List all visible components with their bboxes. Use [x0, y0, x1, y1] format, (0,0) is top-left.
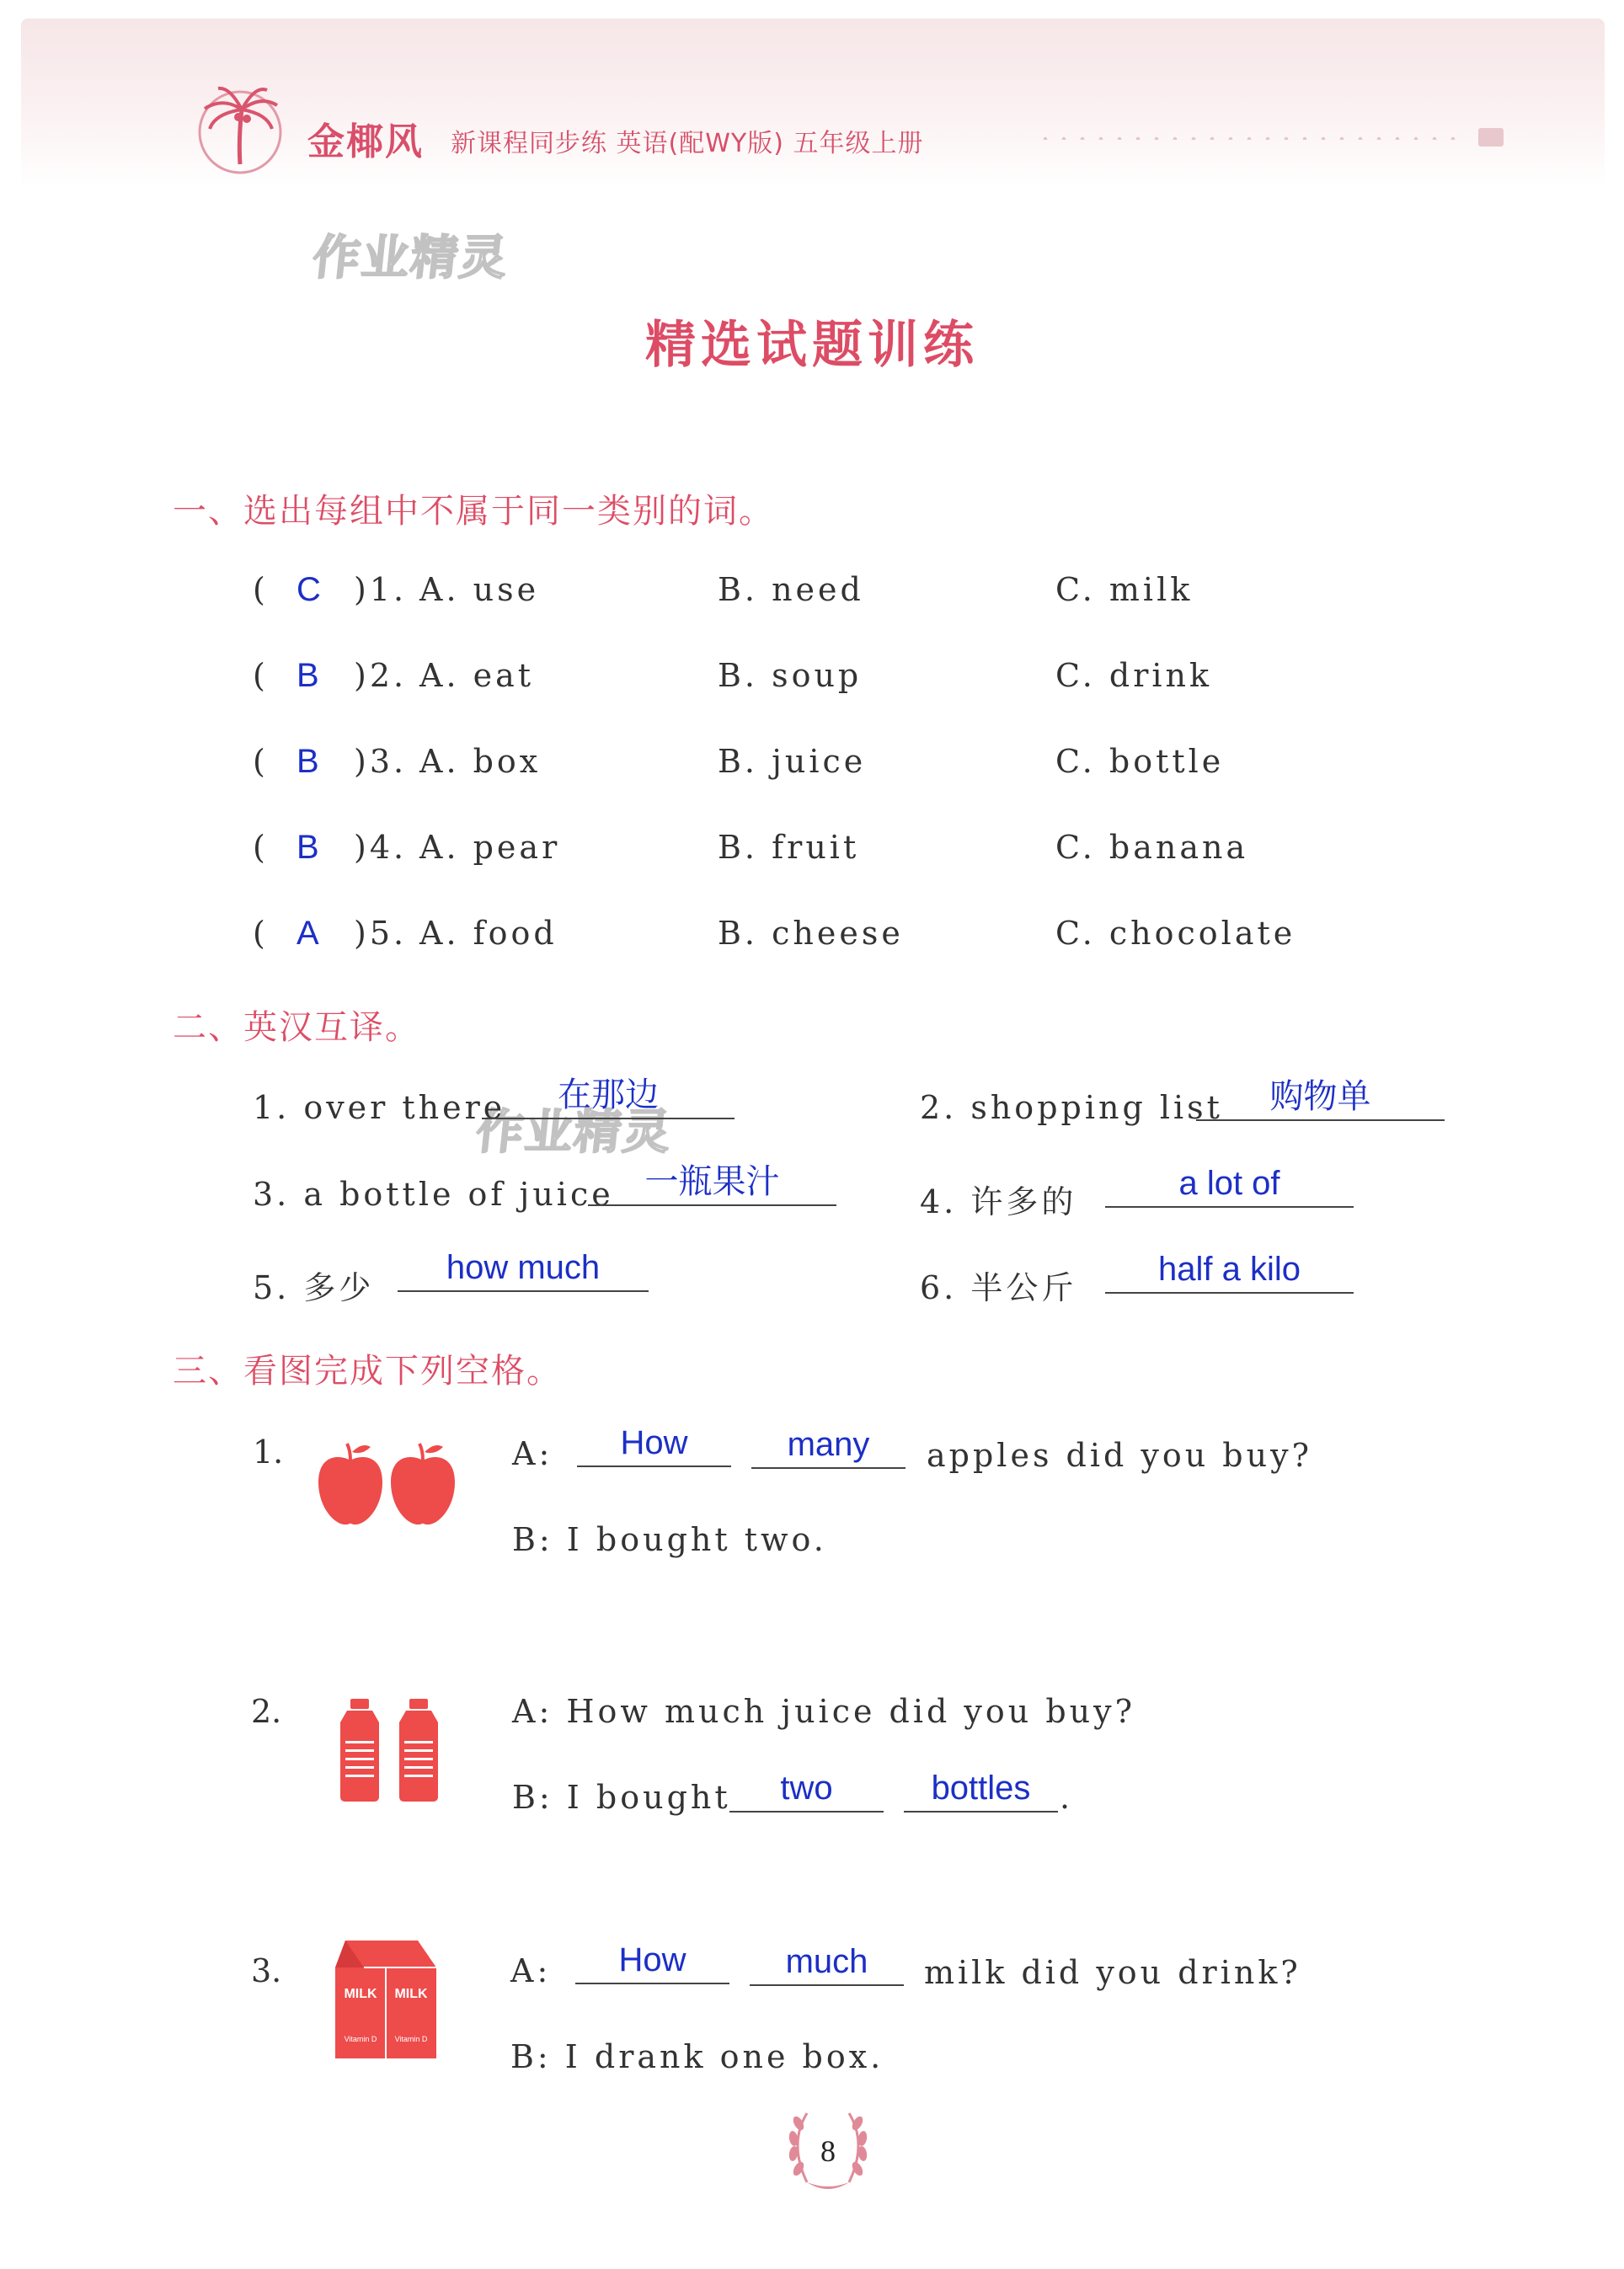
option-a: A. pear — [419, 829, 561, 866]
series-title: 新课程同步练 英语(配WY版) 五年级上册 — [451, 129, 924, 158]
question-number: 2. — [251, 1693, 282, 1730]
fill-blank: many — [751, 1423, 905, 1469]
option-b: B. need — [718, 571, 864, 608]
answer-letter: B — [296, 829, 319, 866]
sentence-end: . — [1060, 1779, 1074, 1816]
item-number: )4. — [354, 829, 408, 866]
answer-letter: B — [296, 657, 319, 694]
dialogue-line: B: I bought two. — [512, 1521, 827, 1558]
milk-carton-icon — [330, 1937, 441, 2062]
carton-sublabel: Vitamin D — [344, 2035, 377, 2043]
option-a: A. eat — [419, 657, 535, 694]
option-b: B. soup — [718, 657, 863, 694]
watermark: 作业精灵 — [310, 231, 511, 286]
option-a: A. food — [419, 915, 558, 952]
palm-tree-logo-icon — [190, 80, 291, 181]
open-paren: ( — [253, 829, 265, 866]
item-number: )5. — [354, 915, 408, 952]
translation-prompt: 2. shopping list — [920, 1089, 1223, 1126]
option-b: B. fruit — [718, 829, 860, 866]
choice-item — [0, 829, 1624, 888]
choice-item — [0, 915, 1624, 974]
watermark: 作业精灵 — [473, 1105, 675, 1160]
dialogue-line: B: I drank one box. — [510, 2038, 884, 2075]
translation-answer: 一瓶果汁 — [588, 1161, 836, 1206]
choice-item — [0, 571, 1624, 630]
item-number: )1. — [354, 571, 408, 608]
open-paren: ( — [253, 657, 265, 694]
option-c: C. drink — [1055, 657, 1213, 694]
translation-prompt: 6. 半公斤 — [920, 1269, 1077, 1306]
translation-prompt: 3. a bottle of juice — [253, 1176, 614, 1213]
two-juice-bottles-icon — [335, 1697, 449, 1802]
open-paren: ( — [253, 571, 265, 608]
dialogue-label-b: B: I bought — [512, 1779, 731, 1816]
fill-blank: bottles — [904, 1767, 1058, 1813]
header-block — [1478, 128, 1504, 147]
question-number: 1. — [253, 1433, 284, 1471]
page-number-badge — [773, 2101, 883, 2202]
section-heading-3: 三、看图完成下列空格。 — [173, 1352, 562, 1391]
translation-answer: 在那边 — [482, 1074, 735, 1119]
open-paren: ( — [253, 915, 265, 952]
translation-answer: how much — [398, 1247, 649, 1292]
fill-blank: How — [577, 1422, 731, 1467]
fill-blank: two — [729, 1767, 884, 1813]
option-c: C. bottle — [1055, 743, 1225, 780]
option-a: A. box — [419, 743, 542, 780]
option-c: C. banana — [1055, 829, 1249, 866]
dialogue-label-a: A: — [512, 1435, 553, 1472]
section-heading-1: 一、选出每组中不属于同一类别的词。 — [173, 492, 774, 531]
brand-name: 金椰风 — [307, 120, 424, 163]
dialogue-line: A: How much juice did you buy? — [512, 1693, 1135, 1730]
dialogue-line: apples did you buy? — [927, 1437, 1312, 1474]
carton-sublabel: Vitamin D — [394, 2035, 428, 2043]
carton-label: MILK — [394, 1987, 428, 2001]
header-dots — [1036, 136, 1466, 140]
translation-answer: half a kilo — [1105, 1248, 1354, 1294]
option-c: C. milk — [1055, 571, 1194, 608]
answer-letter: A — [296, 915, 319, 952]
page-title: 精选试题训练 — [645, 316, 979, 375]
translation-prompt: 5. 多少 — [253, 1269, 375, 1306]
translation-answer: a lot of — [1105, 1162, 1354, 1208]
answer-letter: C — [296, 571, 321, 608]
translation-answer: 购物单 — [1196, 1076, 1445, 1121]
translation-prompt: 4. 许多的 — [920, 1183, 1077, 1220]
fill-blank: How — [575, 1939, 729, 1984]
page-number: 8 — [820, 2134, 836, 2168]
option-c: C. chocolate — [1055, 915, 1296, 952]
choice-item — [0, 657, 1624, 716]
fill-blank: much — [750, 1941, 904, 1986]
dialogue-label-a: A: — [510, 1952, 552, 1989]
answer-letter: B — [296, 743, 319, 780]
option-b: B. cheese — [718, 915, 904, 952]
choice-item — [0, 743, 1624, 802]
question-number: 3. — [251, 1952, 282, 1989]
translation-prompt: 1. over there — [253, 1089, 506, 1126]
section-heading-2: 二、英汉互译。 — [173, 1008, 420, 1047]
carton-label: MILK — [344, 1987, 377, 2001]
item-number: )2. — [354, 657, 408, 694]
option-a: A. use — [419, 571, 540, 608]
item-number: )3. — [354, 743, 408, 780]
open-paren: ( — [253, 743, 265, 780]
option-b: B. juice — [718, 743, 867, 780]
dialogue-line: milk did you drink? — [924, 1954, 1301, 1991]
two-apples-icon — [313, 1442, 461, 1530]
